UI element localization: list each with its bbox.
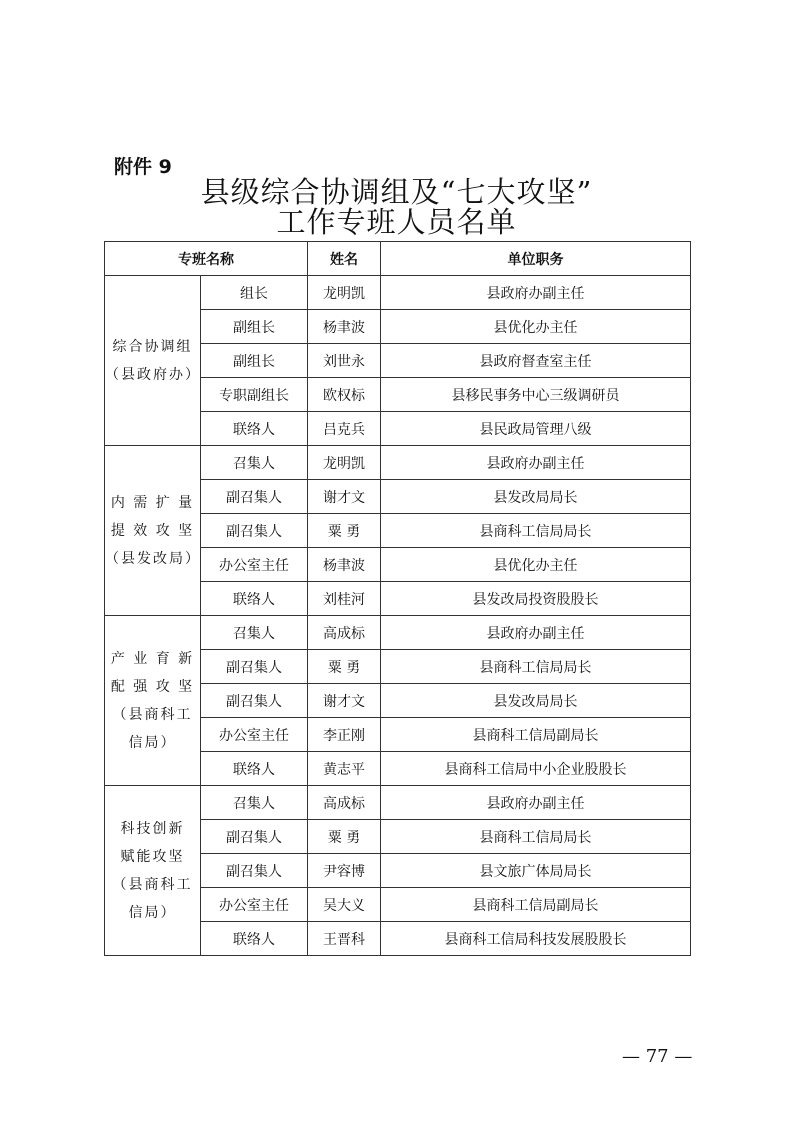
- group-name-line: （县发改局）: [105, 550, 201, 567]
- group-name-line: 科技创新: [120, 820, 185, 837]
- staff-roster-table: [104, 241, 691, 956]
- position-cell: 县政府督查室主任: [381, 344, 691, 378]
- role-cell: 召集人: [201, 786, 308, 820]
- person-name-cell: 尹容博: [308, 854, 381, 888]
- person-name-cell: 高成标: [308, 786, 381, 820]
- person-name-cell: 粟 勇: [308, 514, 381, 548]
- group-name-line: 提 效 攻 坚: [110, 522, 195, 539]
- role-cell: 副召集人: [201, 480, 308, 514]
- position-cell: 县商科工信局中小企业股股长: [381, 752, 691, 786]
- person-name-cell: 杨聿波: [308, 310, 381, 344]
- role-cell: 召集人: [201, 616, 308, 650]
- page-number: — 77 —: [622, 1046, 693, 1067]
- role-cell: 办公室主任: [201, 548, 308, 582]
- position-cell: 县商科工信局副局长: [381, 718, 691, 752]
- group-name-line: （县商科工: [112, 706, 193, 723]
- role-cell: 联络人: [201, 922, 308, 956]
- person-name-cell: 吕克兵: [308, 412, 381, 446]
- attachment-label: 附件 9: [114, 156, 172, 178]
- person-name-cell: 刘桂河: [308, 582, 381, 616]
- position-cell: 县移民事务中心三级调研员: [381, 378, 691, 412]
- role-cell: 召集人: [201, 446, 308, 480]
- group-name-line: （县政府办）: [105, 366, 201, 383]
- document-title-line-1: 县级综合协调组及“七大攻坚”: [200, 175, 593, 209]
- person-name-cell: 刘世永: [308, 344, 381, 378]
- group-name-line: 信局）: [128, 904, 177, 921]
- document-title-line-2: 工作专班人员名单: [276, 205, 517, 239]
- person-name-cell: 黄志平: [308, 752, 381, 786]
- person-name-cell: 粟 勇: [308, 820, 381, 854]
- position-cell: 县优化办主任: [381, 548, 691, 582]
- person-name-cell: 欧权标: [308, 378, 381, 412]
- person-name-cell: 王晋科: [308, 922, 381, 956]
- position-cell: 县商科工信局局长: [381, 514, 691, 548]
- group-name-line: 赋能攻坚: [120, 848, 185, 865]
- group-name-line: （县商科工: [112, 876, 193, 893]
- table-row: [105, 786, 691, 820]
- person-name-cell: 龙明凯: [308, 446, 381, 480]
- role-cell: 副组长: [201, 344, 308, 378]
- role-cell: 副召集人: [201, 820, 308, 854]
- table-header-row: [105, 242, 691, 276]
- group-name-line: 产 业 育 新: [110, 650, 195, 667]
- person-name-cell: 龙明凯: [308, 276, 381, 310]
- person-name-cell: 粟 勇: [308, 650, 381, 684]
- group-name-cell: [105, 446, 201, 616]
- person-name-cell: 谢才文: [308, 684, 381, 718]
- position-cell: 县政府办副主任: [381, 446, 691, 480]
- group-name-cell: [105, 786, 201, 956]
- person-name-cell: 李正刚: [308, 718, 381, 752]
- position-cell: 县优化办主任: [381, 310, 691, 344]
- table-row: [105, 446, 691, 480]
- role-cell: 组长: [201, 276, 308, 310]
- person-name-cell: 谢才文: [308, 480, 381, 514]
- table-body: [105, 276, 691, 956]
- group-name-line: 综合协调组: [112, 338, 193, 355]
- position-cell: 县商科工信局科技发展股股长: [381, 922, 691, 956]
- header-person-name: 姓名: [308, 242, 381, 276]
- person-name-cell: 吴大义: [308, 888, 381, 922]
- person-name-cell: 杨聿波: [308, 548, 381, 582]
- position-cell: 县文旅广体局局长: [381, 854, 691, 888]
- position-cell: 县商科工信局局长: [381, 820, 691, 854]
- role-cell: 副召集人: [201, 514, 308, 548]
- position-cell: 县政府办副主任: [381, 616, 691, 650]
- role-cell: 副组长: [201, 310, 308, 344]
- group-name-line: 内 需 扩 量: [110, 494, 195, 511]
- position-cell: 县商科工信局副局长: [381, 888, 691, 922]
- position-cell: 县发改局局长: [381, 480, 691, 514]
- role-cell: 副召集人: [201, 650, 308, 684]
- header-position: 单位职务: [381, 242, 691, 276]
- position-cell: 县民政局管理八级: [381, 412, 691, 446]
- role-cell: 联络人: [201, 582, 308, 616]
- role-cell: 联络人: [201, 412, 308, 446]
- position-cell: 县商科工信局局长: [381, 650, 691, 684]
- header-group-name: 专班名称: [105, 242, 308, 276]
- position-cell: 县政府办副主任: [381, 276, 691, 310]
- group-name-cell: [105, 616, 201, 786]
- person-name-cell: 高成标: [308, 616, 381, 650]
- table-row: [105, 276, 691, 310]
- position-cell: 县发改局局长: [381, 684, 691, 718]
- role-cell: 联络人: [201, 752, 308, 786]
- role-cell: 副召集人: [201, 854, 308, 888]
- role-cell: 办公室主任: [201, 888, 308, 922]
- group-name-cell: [105, 276, 201, 446]
- table-row: [105, 616, 691, 650]
- group-name-line: 信局）: [128, 734, 177, 751]
- role-cell: 专职副组长: [201, 378, 308, 412]
- role-cell: 副召集人: [201, 684, 308, 718]
- group-name-line: 配 强 攻 坚: [110, 678, 195, 695]
- role-cell: 办公室主任: [201, 718, 308, 752]
- position-cell: 县发改局投资股股长: [381, 582, 691, 616]
- position-cell: 县政府办副主任: [381, 786, 691, 820]
